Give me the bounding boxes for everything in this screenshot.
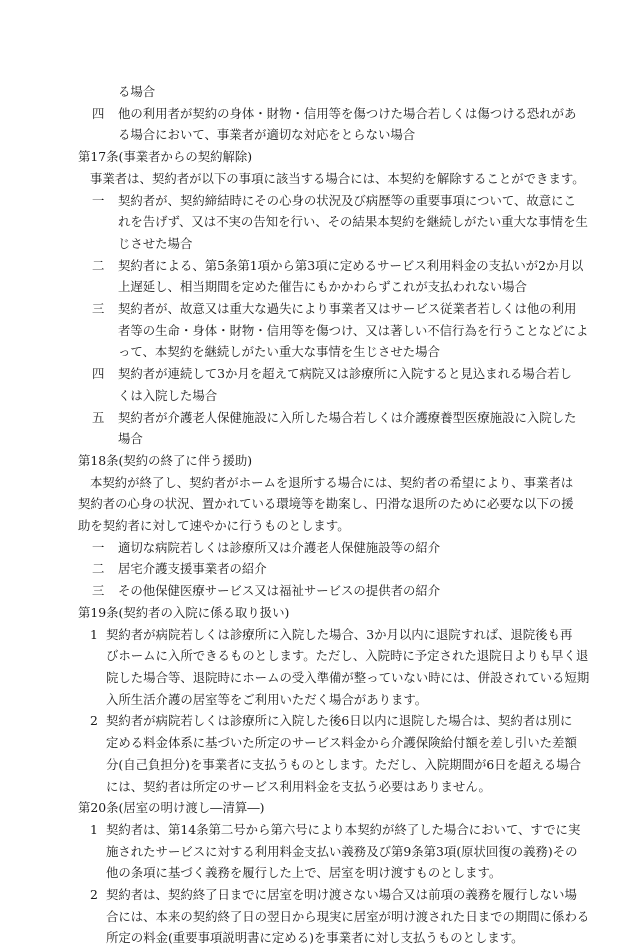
paragraph-line: 契約者の心身の状況、置かれている環境等を勘案し、円滑な退所のために必要な以下の援	[78, 496, 574, 512]
list-item	[78, 558, 554, 580]
numbered-item-number: 2	[90, 887, 98, 903]
list-item-continuation: って、本契約を継続しがたい重大な事情を生じさせた場合	[118, 344, 440, 360]
list-item-text: 居宅介護支援事業者の紹介	[118, 561, 267, 577]
numbered-item-continuation: びホームに入所できるものとします。ただし、入院時に予定された退院日よりも早く退	[106, 648, 589, 664]
list-item-text: 契約者が介護老人保健施設に入所した場合若しくは介護療養型医療施設に入院した	[118, 409, 577, 425]
article-heading: 第18条(契約の終了に伴う援助)	[78, 452, 253, 468]
numbered-item-number: 2	[90, 713, 98, 729]
numbered-item-continuation: 所定の料金(重要事項説明書に定める)を事業者に対し支払うものとします。	[106, 930, 524, 946]
numbered-item-continuation: 分(自己負担分)を事業者に支払うものとします。ただし、入院期間が6日を超える場合	[106, 756, 582, 772]
numbered-item-text: 契約者が病院若しくは診療所に入院した後6日以内に退院した場合は、契約者は別に	[106, 713, 573, 729]
numbered-item	[78, 884, 577, 906]
list-item-text: 契約者が連続して3か月を超えて病院又は診療所に入院すると見込まれる場合若し	[118, 366, 572, 382]
numbered-item-continuation: 施されたサービスに対する利用料金支払い義務及び第9条第3項(原状回復の義務)その	[106, 843, 578, 859]
article-heading: 第17条(事業者からの契約解除)	[78, 149, 253, 165]
numbered-item-continuation: 合には、本来の契約終了日の翌日から現実に居室が明け渡された日までの期間に係わる	[106, 908, 590, 924]
numbered-item-text: 契約者が病院若しくは診療所に入院した場合、3か月以内に退院すれば、退院後も再	[106, 626, 573, 642]
list-item	[78, 537, 554, 559]
numbered-item	[78, 819, 581, 841]
list-item-number: 二	[92, 561, 105, 577]
list-item-continuation: 場合	[118, 431, 143, 447]
list-item-number: 四	[92, 366, 105, 382]
list-item-text: 契約者が、契約締結時にその心身の状況及び病歴等の重要事項について、故意にこ	[118, 192, 576, 208]
list-item-continuation: 上遅延し、相当期間を定めた催告にもかかわらずこれが支払われない場合	[118, 279, 527, 295]
list-item	[78, 255, 584, 277]
list-item-number: 三	[92, 583, 105, 599]
numbered-item-continuation: 定める料金体系に基づいた所定のサービス料金から介護保険給付額を差し引いた差額	[106, 735, 577, 751]
list-item-text: 契約者による、第5条第1項から第3項に定めるサービス利用料金の支払いが2か月以	[118, 257, 584, 273]
numbered-item-number: 1	[90, 821, 98, 837]
numbered-item-continuation: 入所生活介護の居室等をご利用いただく場合があります。	[106, 691, 428, 707]
list-item	[78, 298, 577, 320]
article-heading: 第19条(契約者の入院に係る取り扱い)	[78, 604, 290, 620]
list-item	[78, 103, 577, 125]
numbered-item-text: 契約者は、契約終了日までに居室を明け渡さない場合又は前項の義務を履行しない場	[106, 887, 577, 903]
list-item-continuation: る場合において、事業者が適切な対応をとらない場合	[118, 127, 416, 143]
list-item-continuation: じさせた場合	[118, 235, 193, 251]
numbered-item-continuation: 院した場合等、退院時にホームの受入準備が整っていない時には、併設されている短期	[106, 669, 590, 685]
list-item	[78, 580, 554, 602]
numbered-item-text: 契約者は、第14条第二号から第六号により本契約が終了した場合において、すでに実	[106, 821, 581, 837]
list-item-text: 他の利用者が契約の身体・財物・信用等を傷つけた場合若しくは傷つける恐れがあ	[118, 105, 577, 121]
document-body	[78, 81, 590, 949]
numbered-item	[78, 624, 573, 646]
paragraph-line: 本契約が終了し、契約者がホームを退所する場合には、契約者の希望により、事業者は	[90, 474, 574, 490]
list-item	[78, 363, 572, 385]
numbered-item-continuation: には、契約者は所定のサービス利用料金を支払う必要はありません。	[106, 778, 491, 794]
list-item-number: 四	[92, 105, 105, 121]
list-item-text: 契約者が、故意又は重大な過失により事業者又はサービス従業者若しくは他の利用	[118, 301, 577, 317]
list-item-number: 三	[92, 301, 105, 317]
list-item-text: その他保健医療サービス又は福祉サービスの提供者の紹介	[118, 583, 441, 599]
list-item-number: 二	[92, 257, 105, 273]
paragraph-line: 助を契約者に対して速やかに行うものとします。	[78, 518, 350, 534]
list-item-continuation: 者等の生命・身体・財物・信用等を傷つけ、又は著しい不信行為を行うことなどによ	[118, 322, 589, 338]
list-item	[78, 190, 576, 212]
article-heading: 第20条(居室の明け渡し―清算―)	[78, 800, 265, 816]
numbered-item	[78, 710, 573, 732]
list-item-continuation: れを告げず、又は不実の告知を行い、その結果本契約を継続しがたい重大な事情を生	[118, 214, 588, 230]
list-item-continuation: くは入院した場合	[118, 387, 218, 403]
list-item-number: 一	[92, 192, 105, 208]
list-item-number: 五	[92, 409, 105, 425]
list-item	[78, 407, 577, 429]
list-item-number: 一	[92, 539, 105, 555]
numbered-item-number: 1	[90, 626, 98, 642]
paragraph-line: 事業者は、契約者が以下の事項に該当する場合には、本契約を解除することができます。	[90, 170, 585, 186]
list-item-continuation: る場合	[118, 84, 156, 99]
list-item-text: 適切な病院若しくは診療所又は介護老人保健施設等の紹介	[118, 539, 441, 555]
numbered-item-continuation: 他の条項に基づく義務を履行した上で、居室を明け渡すものとします。	[106, 865, 502, 881]
